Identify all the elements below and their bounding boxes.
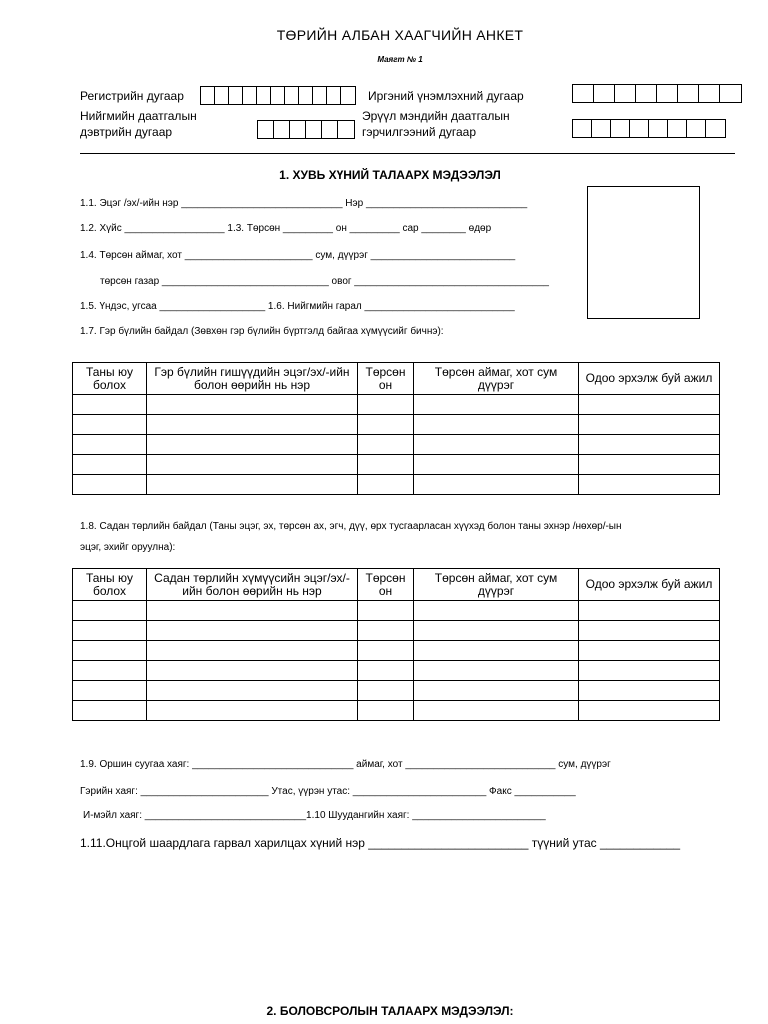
social-insurance-label-line2: дэвтрийн дугаар [80,125,173,139]
table-row [73,621,720,641]
row-birthplace[interactable]: төрсөн газар ______________________________ овог ___________________________________ [100,276,549,287]
registry-label: Регистрийн дугаар [80,89,184,103]
photo-box[interactable] [587,186,700,319]
row-1-5[interactable]: 1.5. Үндэс, угсаа ___________________ 1.6. Нийгмийн гарал ___________________________ [80,301,515,312]
family-table [72,362,720,495]
row-home-address[interactable]: Гэрийн хаяг: _______________________ Утас, үүрэн утас: ________________________ Факс ___________ [80,786,576,797]
social-insurance-label-line1: Нийгмийн даатгалын [80,109,197,123]
citizen-id-label: Иргэний үнэмлэхний дугаар [368,89,524,103]
health-insurance-label-line1: Эрүүл мэндийн даатгалын [362,109,510,123]
table-row [73,701,720,721]
health-insurance-label-line2: гэрчилгээний дугаар [362,125,476,139]
family-col-name: Гэр бүлийн гишүүдийн эцэг/эх/-ийн болон өөрийн нь нэр [147,363,358,395]
table-row [73,435,720,455]
form-number: Маягт № 1 [377,55,423,64]
table-row [73,475,720,495]
page-title: ТӨРИЙН АЛБАН ХААГЧИЙН АНКЕТ [276,27,524,43]
table-row [73,641,720,661]
row-1-7: 1.7. Гэр бүлийн байдал (Зөвхөн гэр бүлийн бүртгэлд байгаа хүмүүсийг бичнэ): [80,326,444,337]
section2-title: 2. БОЛОВСРОЛЫН ТАЛААРХ МЭДЭЭЛЭЛ: [266,1004,514,1018]
relatives-col-relation: Таны юу болох [73,569,147,601]
row-1-9-address[interactable]: 1.9. Оршин суугаа хаяг: _____________________________ аймаг, хот ___________________________ сум, дүүрэг [80,759,611,770]
registry-number-boxes[interactable] [200,86,356,105]
health-insurance-boxes[interactable] [572,119,726,138]
table-row [73,681,720,701]
table-row [73,395,720,415]
relatives-col-name: Садан төрлийн хүмүүсийн эцэг/эх/-ийн болон өөрийн нь нэр [147,569,358,601]
row-1-1[interactable]: 1.1. Эцэг /эх/-ийн нэр _____________________________ Нэр _____________________________ [80,198,528,209]
relatives-table [72,568,720,721]
relatives-col-birth-year: Төрсөн он [358,569,414,601]
family-col-birth-year: Төрсөн он [358,363,414,395]
row-1-4[interactable]: 1.4. Төрсөн аймаг, хот _______________________ сум, дүүрэг __________________________ [80,250,516,261]
family-col-birthplace: Төрсөн аймаг, хот сум дүүрэг [414,363,579,395]
relatives-col-birthplace: Төрсөн аймаг, хот сум дүүрэг [414,569,579,601]
family-col-relation: Таны юу болох [73,363,147,395]
family-col-occupation: Одоо эрхэлж буй ажил [579,363,720,395]
row-1-2[interactable]: 1.2. Хүйс __________________ 1.3. Төрсөн _________ он _________ сар ________ өдөр [80,223,492,234]
citizen-id-boxes[interactable] [572,84,742,103]
row-1-8-line2: эцэг, эхийг оруулна): [80,542,176,553]
header-divider [80,153,735,154]
social-insurance-boxes[interactable] [257,120,355,139]
row-email[interactable]: И-мэйл хаяг: _____________________________1.10 Шуудангийн хаяг: ________________________ [83,810,546,821]
table-row [73,455,720,475]
row-1-8-line1: 1.8. Садан төрлийн байдал (Таны эцэг, эх, төрсөн ах, эгч, дүү, өрх тусгаарласан хүүхэд болон таны эхнэр /нөхөр/-ын [80,521,622,532]
table-row [73,415,720,435]
table-row [73,661,720,681]
table-row [73,601,720,621]
relatives-col-occupation: Одоо эрхэлж буй ажил [579,569,720,601]
section1-title: 1. ХУВЬ ХҮНИЙ ТАЛААРХ МЭДЭЭЛЭЛ [279,168,501,182]
row-1-11-emergency[interactable]: 1.11.Онцгой шаардлага гарвал харилцах хүний нэр ________________________ түүний утас ____________ [80,836,681,850]
